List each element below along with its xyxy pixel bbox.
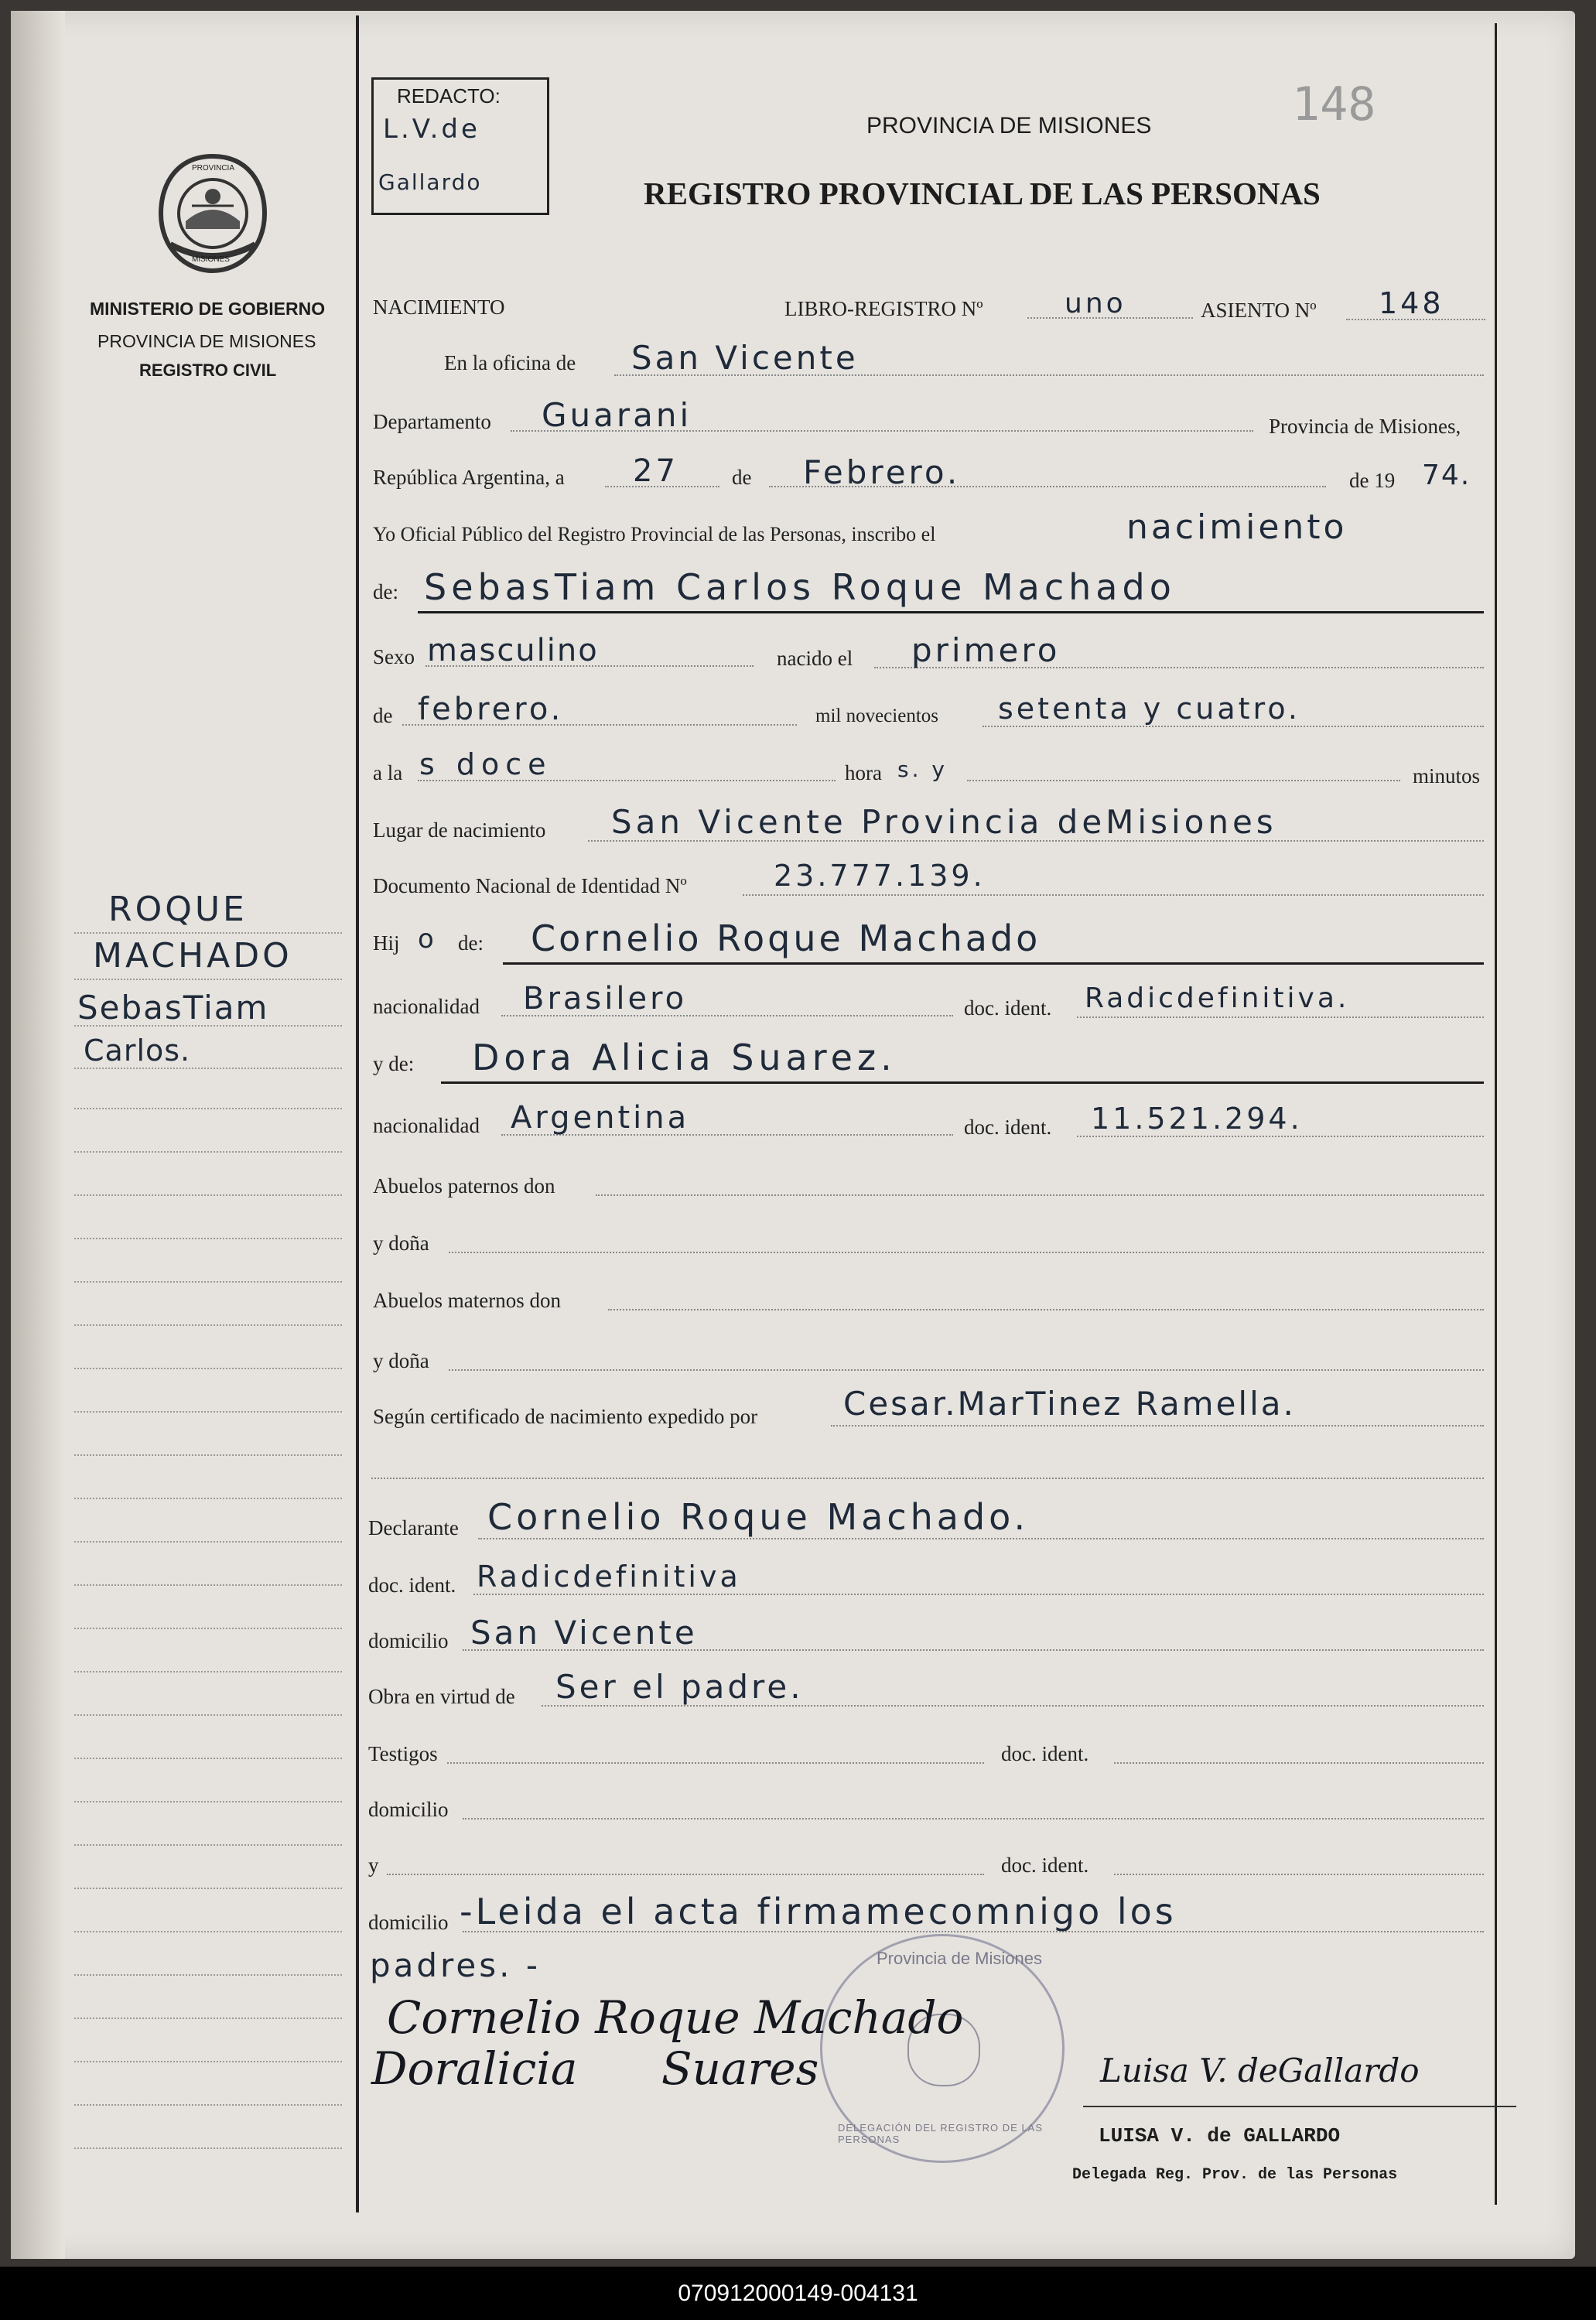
margin-line [74, 1194, 342, 1196]
margin-line [74, 2061, 342, 2062]
margin-line [74, 1801, 342, 1802]
redacto-line2: Gallardo [378, 169, 482, 195]
margin-line [74, 1108, 342, 1109]
nacimiento-label: NACIMIENTO [373, 296, 505, 319]
hora-value: s doce [419, 747, 552, 781]
margin-line [74, 1324, 342, 1326]
book-spine-shadow [11, 11, 65, 2259]
de-name-label: de: [373, 580, 398, 603]
oficina-value: San Vicente [631, 339, 859, 377]
provincia-label: Provincia de Misiones, [1269, 415, 1461, 438]
ydona2-dots [449, 1369, 1484, 1371]
signature-oficial: Luisa V. deGallardo [1100, 2052, 1420, 2089]
mes-value: Febrero. [803, 453, 961, 491]
padre-value: Cornelio Roque Machado [531, 917, 1041, 959]
domicilio1-label: domicilio [368, 1629, 449, 1652]
mil-label: mil novecientos [815, 706, 938, 726]
stamp-top-text: Provincia de Misiones [877, 1949, 1042, 1968]
margin-line [74, 1584, 342, 1586]
horas-label: hora [845, 761, 882, 784]
seal-bottom-text: MISIONES [192, 255, 230, 264]
docid2-dots [1077, 1136, 1484, 1137]
margin-line [74, 1714, 342, 1716]
registry-stamp [820, 1934, 1065, 2163]
folio-number: 148 [1292, 77, 1376, 132]
header-province: PROVINCIA DE MISIONES [866, 113, 1152, 138]
header-registry: REGISTRO PROVINCIAL DE LAS PERSONAS [644, 176, 1321, 211]
signature-title: Delegada Reg. Prov. de las Personas [1072, 2166, 1398, 2184]
observ-value: -Leida el acta firmamecomnigo los [460, 1891, 1177, 1932]
margin-line [74, 1068, 342, 1069]
docid4-dots [1114, 1762, 1484, 1764]
margin-line [74, 2104, 342, 2106]
docid1-dots [1077, 1016, 1484, 1018]
margin-line [74, 1498, 342, 1499]
docid3-label: doc. ident. [368, 1573, 456, 1597]
hijo-label: Hij [373, 931, 400, 955]
hijo-suffix: o [418, 924, 437, 955]
domicilio3-label: domicilio [368, 1911, 449, 1934]
signature-name: LUISA V. de GALLARDO [1099, 2124, 1341, 2147]
inscribo-value: nacimiento [1126, 507, 1348, 547]
ministry-line2: PROVINCIA DE MISIONES [97, 331, 316, 351]
margin-line [74, 932, 342, 934]
testigos-label: Testigos [368, 1742, 438, 1765]
y-label: y [368, 1854, 379, 1877]
declarante-value: Cornelio Roque Machado. [487, 1496, 1030, 1538]
nac1-label: nacionalidad [373, 995, 480, 1018]
anio-nac-value: setenta y cuatro. [998, 692, 1300, 726]
ab-mat-label: Abuelos maternos don [373, 1289, 561, 1312]
margin-line [74, 2018, 342, 2019]
nac1-value: Brasilero [523, 981, 688, 1016]
margin-line [74, 1758, 342, 1759]
margin-line [74, 1974, 342, 1976]
margin-name-line3: SebasTiam [77, 989, 269, 1027]
margin-line [74, 1411, 342, 1413]
ab-mat-dots [608, 1309, 1484, 1310]
declarante-label: Declarante [368, 1516, 459, 1539]
redacto-box [371, 77, 549, 215]
margin-line [74, 1671, 342, 1673]
domicilio2-dots [463, 1818, 1484, 1819]
domicilio2-label: domicilio [368, 1798, 449, 1821]
declarante-dots [478, 1538, 1484, 1539]
sexo-label: Sexo [373, 645, 415, 668]
redacto-line1: L.V.de [383, 114, 480, 145]
margin-line [74, 1151, 342, 1153]
margin-line [74, 1888, 342, 1889]
libro-value: uno [1065, 288, 1126, 319]
margin-line [74, 1238, 342, 1239]
docid2-label: doc. ident. [964, 1116, 1052, 1139]
madre-line [441, 1081, 1484, 1084]
departamento-value: Guarani [542, 396, 692, 434]
padre-line [503, 962, 1484, 965]
sexo-value: masculino [427, 633, 599, 668]
departamento-label: Departamento [373, 410, 491, 433]
margin-rule [356, 15, 359, 2212]
docid1-label: doc. ident. [964, 996, 1052, 1020]
de2-label: de [373, 704, 393, 727]
y-dots [387, 1874, 984, 1875]
right-rule [1495, 23, 1497, 2205]
margin-line [74, 1025, 342, 1027]
ydona1-label: y doña [373, 1232, 429, 1255]
anio-value: 74. [1422, 460, 1471, 491]
nac2-value: Argentina [511, 1100, 690, 1136]
nacido-label: nacido el [777, 647, 853, 670]
oficina-label: En la oficina de [444, 351, 576, 374]
margin-line [74, 1541, 342, 1543]
margin-line [74, 1628, 342, 1629]
margin-name-line2: MACHADO [93, 936, 292, 975]
docid3-value: Radicdefinitiva [477, 1560, 741, 1594]
ministry-line1: MINISTERIO DE GOBIERNO [90, 299, 326, 319]
margin-line [74, 1368, 342, 1369]
margin-line [74, 1844, 342, 1846]
ab-pat-label: Abuelos paternos don [373, 1174, 555, 1198]
margin-name-line4: Carlos. [84, 1034, 191, 1068]
anio-nac-dots [983, 726, 1484, 727]
docid4-label: doc. ident. [1001, 1742, 1089, 1765]
libro-label: LIBRO-REGISTRO Nº [784, 297, 983, 320]
obra-label: Obra en virtud de [368, 1685, 515, 1708]
de-label: de [732, 466, 752, 489]
margin-line [74, 1931, 342, 1932]
image-id-footer: 070912000149-004131 [0, 2267, 1596, 2320]
ab-pat-dots [596, 1194, 1484, 1196]
dni-dots [743, 894, 1484, 896]
margin-line [74, 2147, 342, 2149]
lugar-value: San Vicente Provincia deMisiones [611, 803, 1277, 841]
yde-label: y de: [373, 1052, 415, 1075]
nombre-value: SebasTiam Carlos Roque Machado [424, 566, 1176, 608]
docid5-dots [1114, 1874, 1484, 1875]
docid2-value: 11.521.294. [1091, 1102, 1303, 1136]
minutos-dots [967, 780, 1400, 781]
cert-label: Según certificado de nacimiento expedido por [373, 1405, 758, 1428]
ydona2-label: y doña [373, 1349, 429, 1372]
cert-value: Cesar.MarTinez Ramella. [843, 1385, 1296, 1423]
redacto-label: REDACTO: [397, 84, 501, 108]
docid5-label: doc. ident. [1001, 1854, 1089, 1877]
margin-line [74, 1454, 342, 1456]
obra-value: Ser el padre. [555, 1668, 804, 1706]
nombre-line [418, 611, 1484, 613]
province-seal-icon [155, 152, 271, 275]
docid3-dots [473, 1594, 1484, 1595]
dni-label: Documento Nacional de Identidad Nº [373, 874, 687, 897]
stamp-bottom-text: DELEGACIÓN DEL REGISTRO DE LAS PERSONAS [838, 2122, 1044, 2145]
minutos-label: minutos [1413, 764, 1481, 788]
ydona1-dots [449, 1252, 1484, 1253]
margin-line [74, 979, 342, 980]
asiento-label: ASIENTO Nº [1201, 299, 1317, 322]
ministry-line3: REGISTRO CIVIL [139, 360, 277, 380]
dni-value: 23.777.139. [774, 859, 986, 893]
horas-suffix: s. y [897, 757, 948, 782]
mes-nac-value: febrero. [418, 692, 564, 727]
margin-name-line1: ROQUE [108, 890, 248, 929]
nac2-label: nacionalidad [373, 1114, 480, 1137]
testigos-dots [447, 1762, 984, 1764]
signature-padre: Cornelio Roque Machado [387, 1991, 964, 2044]
seal-top-text: PROVINCIA [192, 164, 235, 173]
hijo-de-label: de: [458, 931, 484, 955]
ala-label: a la [373, 761, 403, 784]
cert-dots-2 [371, 1478, 1484, 1479]
de-anio-label: de 19 [1349, 469, 1396, 492]
madre-value: Dora Alicia Suarez. [472, 1037, 897, 1078]
republica-label: República Argentina, a [373, 466, 565, 489]
oficial-label: Yo Oficial Público del Registro Provincial de las Personas, inscribo el [373, 523, 936, 545]
asiento-value: 148 [1379, 286, 1444, 320]
signature-line [1083, 2106, 1516, 2107]
domicilio1-value: San Vicente [470, 1614, 698, 1652]
observ-value-2: padres. - [370, 1946, 541, 1984]
docid1-value: Radicdefinitiva. [1085, 982, 1350, 1014]
margin-line [74, 1281, 342, 1283]
signature-madre: Doralicia Suares [371, 2042, 819, 2095]
dia-value: 27 [633, 453, 678, 489]
cert-dots [831, 1425, 1484, 1427]
nacido-value: primero [911, 631, 1061, 669]
lugar-label: Lugar de nacimiento [373, 818, 546, 842]
